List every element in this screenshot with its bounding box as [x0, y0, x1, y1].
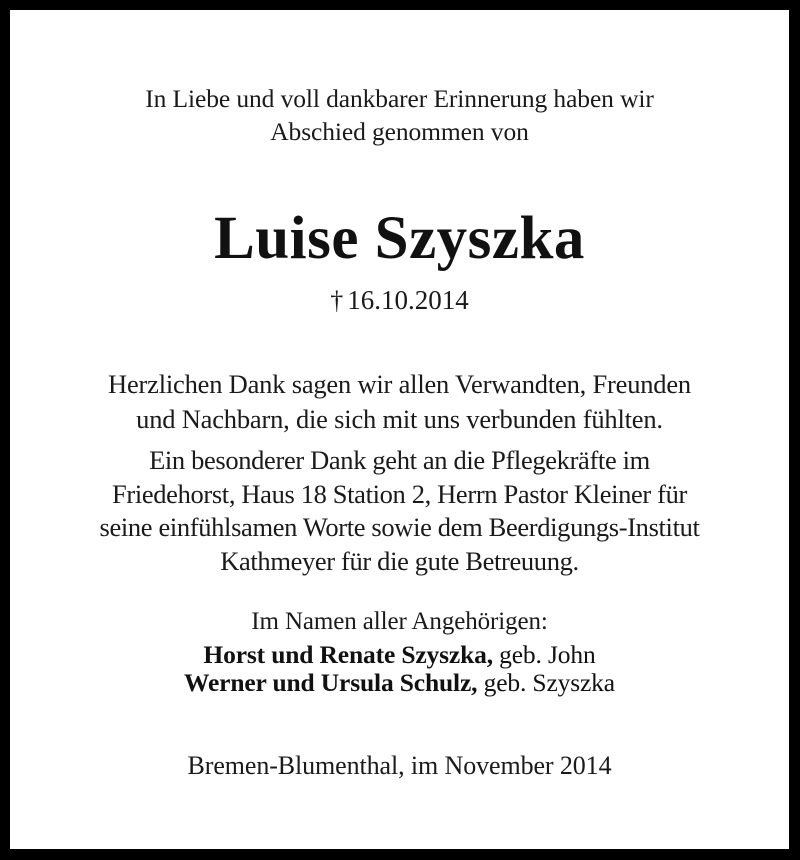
intro-text: [10, 82, 789, 148]
thanks2-line-3: seine einfühlsamen Worte sowie dem Beerdigungs-Institut: [99, 512, 700, 542]
thanks-paragraph-1: [10, 367, 789, 437]
family-member-names: Werner und Ursula Schulz,: [184, 668, 478, 697]
intro-line-1: In Liebe und voll dankbarer Erinnerung haben wir: [145, 84, 654, 113]
place-and-date: Bremen-Blumenthal, im November 2014: [187, 751, 612, 780]
death-date-value: 16.10.2014: [347, 285, 469, 315]
death-date-line: [10, 284, 789, 317]
family-member-row: [10, 641, 789, 669]
family-intro-label: Im Namen aller Angehörigen:: [251, 608, 548, 635]
thanks1-line-2: und Nachbarn, die sich mit uns verbunden fühlten.: [136, 404, 663, 434]
notice-paper: [10, 10, 789, 849]
thanks2-line-4: Kathmeyer für die gute Betreuung.: [220, 545, 579, 576]
deceased-name: Luise Szyszka: [214, 205, 585, 272]
family-member-row: [10, 669, 789, 697]
family-names-list: [10, 641, 789, 697]
family-member-names: Horst und Renate Szyszka,: [203, 640, 493, 669]
family-member-maiden: geb. John: [492, 640, 596, 669]
thanks-paragraph-2: [10, 444, 789, 578]
intro-line-2: Abschied genommen von: [270, 117, 529, 146]
thanks1-line-1: Herzlichen Dank sagen wir allen Verwandten, Freunden: [108, 369, 691, 399]
thanks2-line-2: Friedehorst, Haus 18 Station 2, Herrn Pastor Kleiner für: [111, 478, 688, 509]
family-block: [10, 606, 789, 697]
cross-icon: †: [330, 286, 344, 315]
family-member-maiden: geb. Szyszka: [477, 668, 615, 697]
thanks2-line-1: Ein besonderer Dank geht an die Pflegekräfte im: [149, 445, 650, 475]
